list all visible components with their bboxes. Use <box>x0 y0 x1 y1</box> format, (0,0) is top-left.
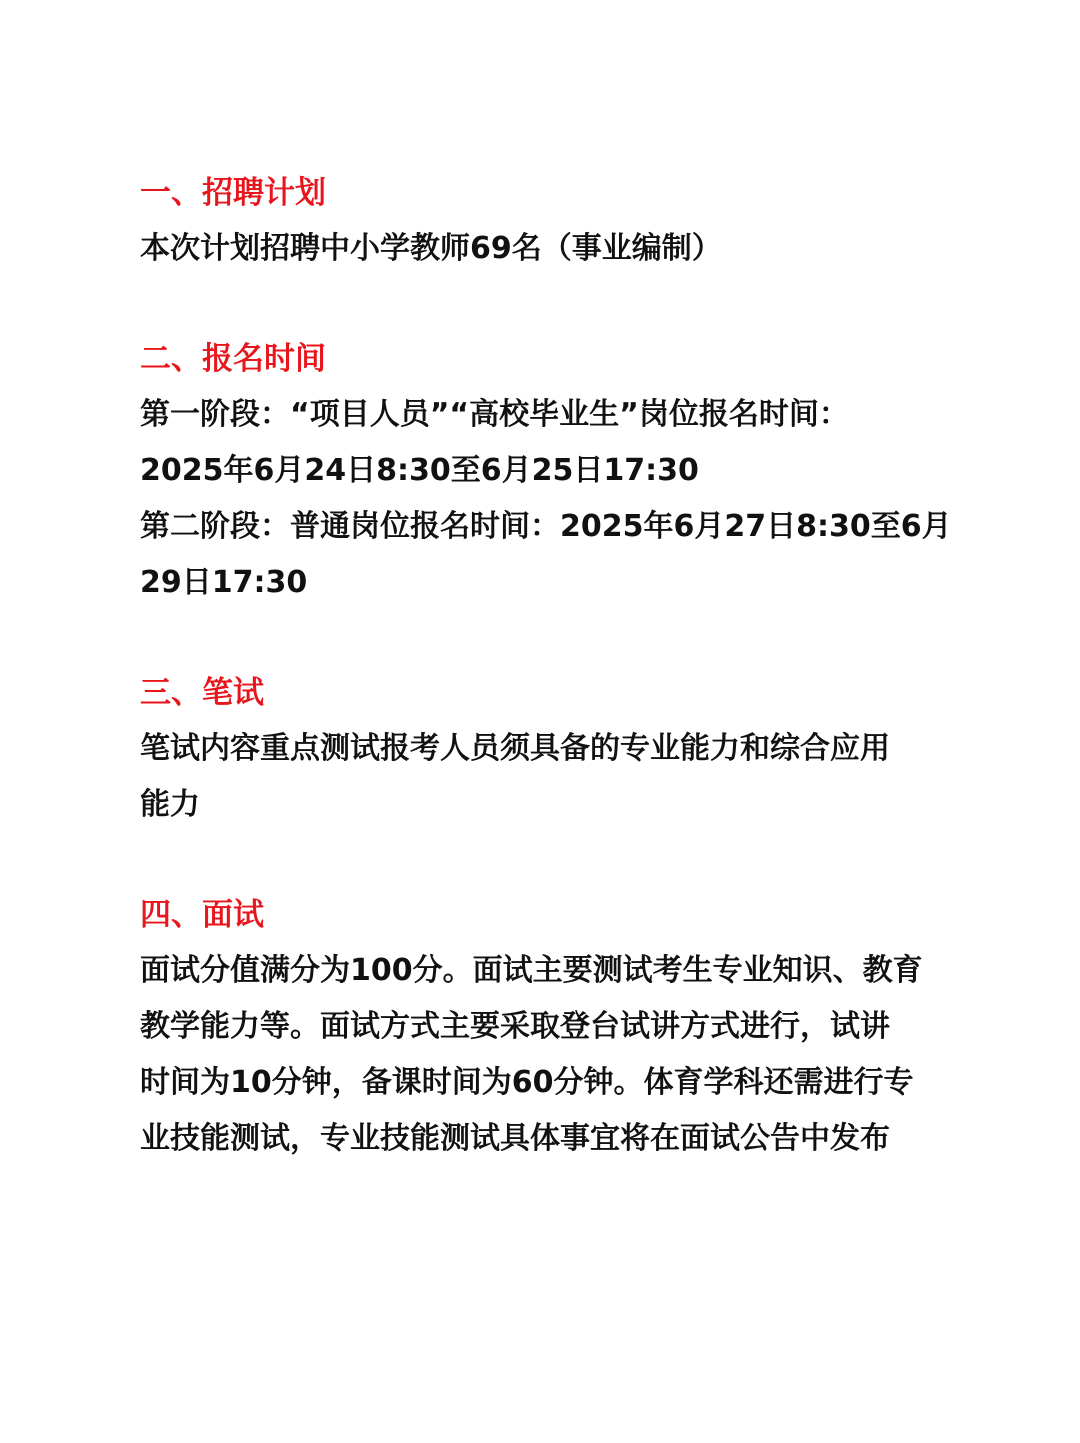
section-text-line: 能力 <box>140 787 200 822</box>
section-written-exam <box>140 665 940 833</box>
section-heading: 二、报名时间 <box>140 341 326 377</box>
section-text-line: 第二阶段：普通岗位报名时间：2025年6月27日8:30至6月 <box>140 509 952 544</box>
section-recruitment-plan <box>140 165 940 277</box>
section-registration-time <box>140 331 952 611</box>
section-spacer <box>140 611 940 665</box>
section-heading: 三、笔试 <box>140 675 264 711</box>
section-text-line: 2025年6月24日8:30至6月25日17:30 <box>140 453 699 488</box>
section-text-line: 业技能测试，专业技能测试具体事宜将在面试公告中发布 <box>140 1121 890 1156</box>
document-page <box>140 165 952 1167</box>
section-text-line: 面试分值满分为100分。面试主要测试考生专业知识、教育 <box>140 953 923 988</box>
section-interview <box>140 887 940 1167</box>
section-text-line: 第一阶段：“项目人员”“高校毕业生”岗位报名时间： <box>140 397 849 432</box>
section-text-line: 本次计划招聘中小学教师69名（事业编制） <box>140 231 722 266</box>
section-heading: 四、面试 <box>140 897 264 933</box>
section-text-line: 教学能力等。面试方式主要采取登台试讲方式进行，试讲 <box>140 1009 890 1044</box>
section-spacer <box>140 277 940 331</box>
section-heading: 一、招聘计划 <box>140 175 326 211</box>
section-text-line: 笔试内容重点测试报考人员须具备的专业能力和综合应用 <box>140 731 890 766</box>
section-text-line: 29日17:30 <box>140 565 308 600</box>
section-text-line: 时间为10分钟，备课时间为60分钟。体育学科还需进行专 <box>140 1065 914 1100</box>
section-spacer <box>140 833 940 887</box>
